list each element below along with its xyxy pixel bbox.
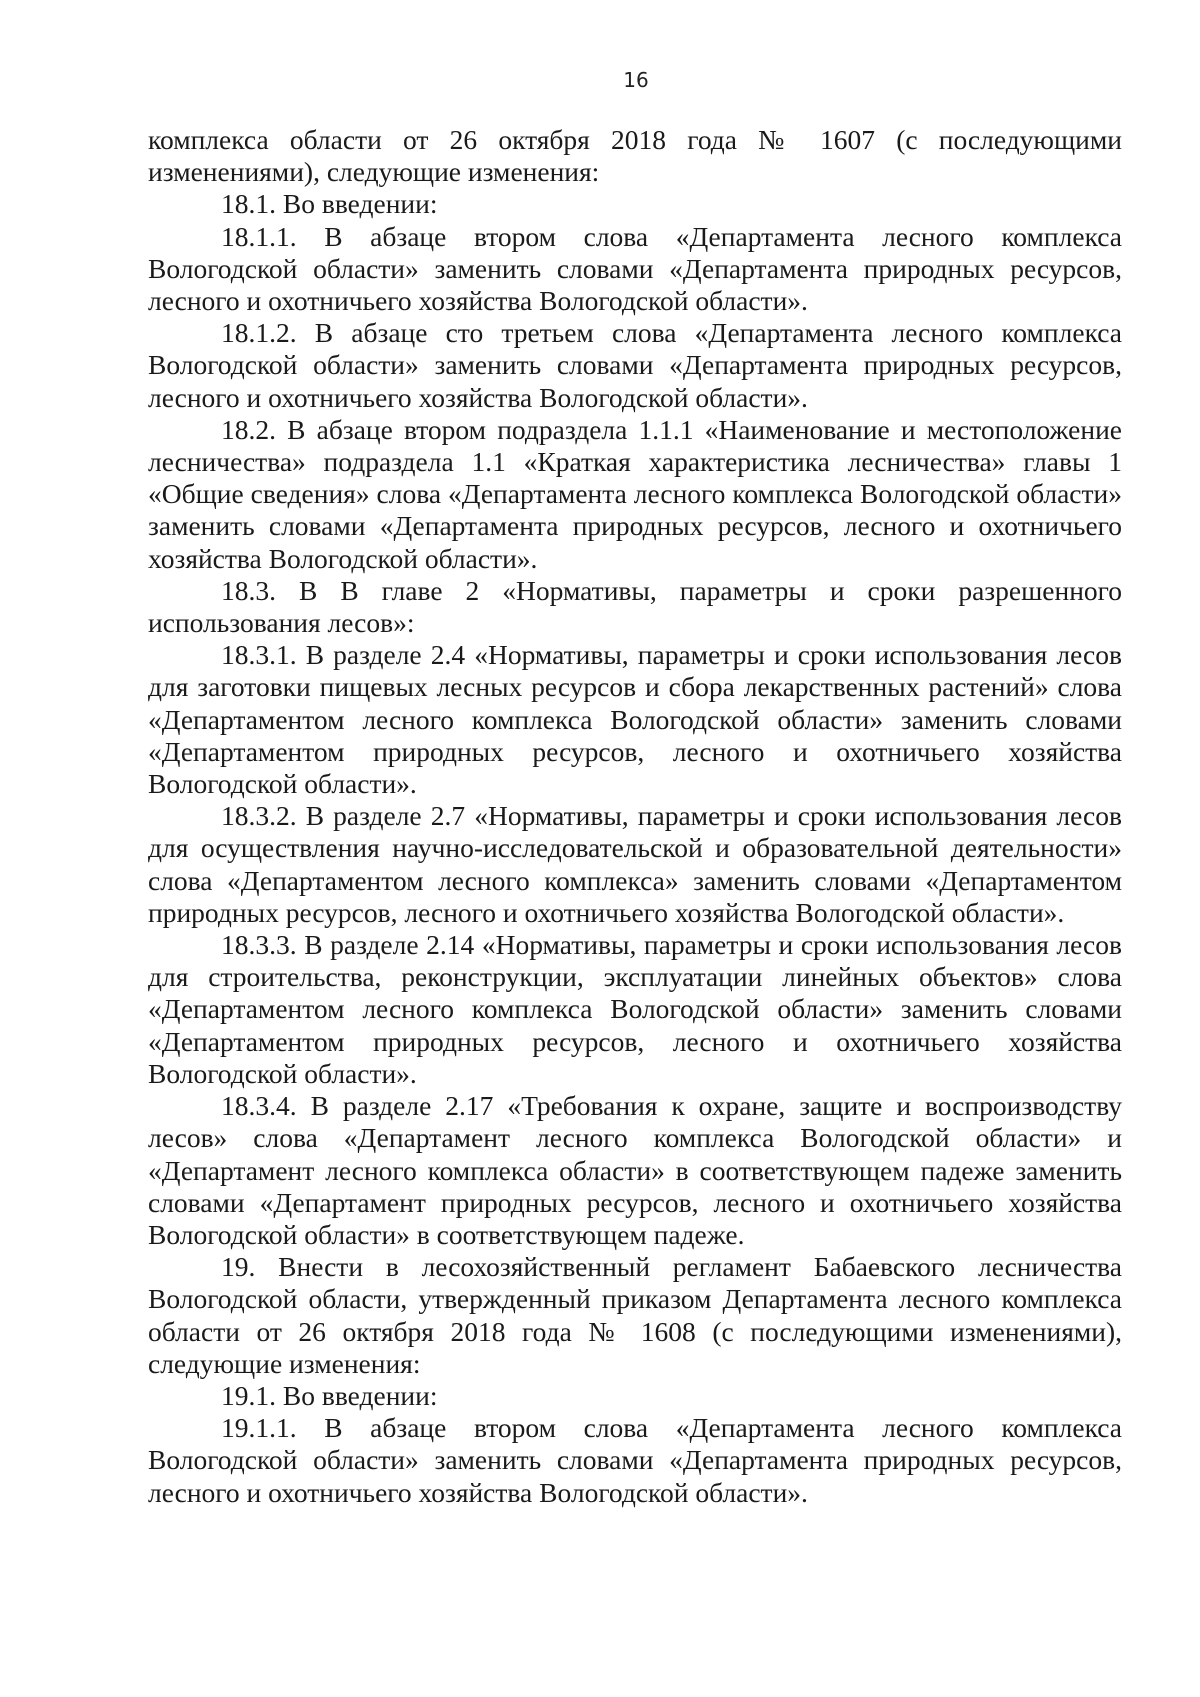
- paragraph-continuation: комплекса области от 26 октября 2018 года № 1607 (с последующими изменениями), следующие изменения:: [148, 124, 1122, 188]
- paragraph-18-3: 18.3. В В главе 2 «Нормативы, параметры и сроки разрешенного использования лесов»:: [148, 574, 1122, 639]
- document-body: [148, 124, 1122, 1509]
- paragraph-18-3-2: 18.3.2. В разделе 2.7 «Нормативы, параметры и сроки использования лесов для осуществления научно-исследовательской и образовательной деятельности» слова «Департаментом лесного комплекса» заменить словами «Департаментом природных ресурсов, лесного и охотничьего хозяйства Вологодской области».: [148, 800, 1122, 928]
- paragraph-18-3-3: 18.3.3. В разделе 2.14 «Нормативы, параметры и сроки использования лесов для строительства, реконструкции, эксплуатации линейных объектов» слова «Департаментом лесного комплекса Вологодской области» заменить словами «Департаментом природных ресурсов, лесного и охотничьего хозяйства Вологодской области».: [148, 929, 1122, 1089]
- paragraph-18-1-2: 18.1.2. В абзаце сто третьем слова «Департамента лесного комплекса Вологодской области» заменить словами «Департамента природных ресурсов, лесного и охотничьего хозяйства Вологодской области».: [148, 317, 1122, 413]
- page-number: 16: [623, 68, 649, 92]
- paragraph-18-3-1: 18.3.1. В разделе 2.4 «Нормативы, параметры и сроки использования лесов для заготовки пищевых лесных ресурсов и сбора лекарственных растений» слова «Департаментом лесного комплекса Вологодской области» заменить словами «Департаментом природных ресурсов, лесного и охотничьего хозяйства Вологодской области».: [148, 639, 1122, 800]
- paragraph-19-1-1: 19.1.1. В абзаце втором слова «Департамента лесного комплекса Вологодской области» заменить словами «Департамента природных ресурсов, лесного и охотничьего хозяйства Вологодской области».: [148, 1412, 1122, 1508]
- paragraph-18-1-1: 18.1.1. В абзаце втором слова «Департамента лесного комплекса Вологодской области» заменить словами «Департамента природных ресурсов, лесного и охотничьего хозяйства Вологодской области».: [148, 220, 1122, 317]
- paragraph-18-1: 18.1. Во введении:: [221, 188, 438, 220]
- paragraph-19: 19. Внести в лесохозяйственный регламент Бабаевского лесничества Вологодской области, утвержденный приказом Департамента лесного комплекса области от 26 октября 2018 года № 1608 (с последующими изменениями), следующие изменения:: [148, 1251, 1122, 1379]
- paragraph-18-3-4: 18.3.4. В разделе 2.17 «Требования к охране, защите и воспроизводству лесов» слова «Департамент лесного комплекса Вологодской области» и «Департамент лесного комплекса области» в соответствующем падеже заменить словами «Департамент природных ресурсов, лесного и охотничьего хозяйства Вологодской области» в соответствующем падеже.: [148, 1090, 1122, 1250]
- paragraph-19-1: 19.1. Во введении:: [221, 1379, 438, 1411]
- paragraph-18-2: 18.2. В абзаце втором подраздела 1.1.1 «Наименование и местоположение лесничества» подраздела 1.1 «Краткая характеристика лесничества» главы 1 «Общие сведения» слова «Департамента лесного комплекса Вологодской области» заменить словами «Департамента природных ресурсов, лесного и охотничьего хозяйства Вологодской области».: [148, 413, 1122, 574]
